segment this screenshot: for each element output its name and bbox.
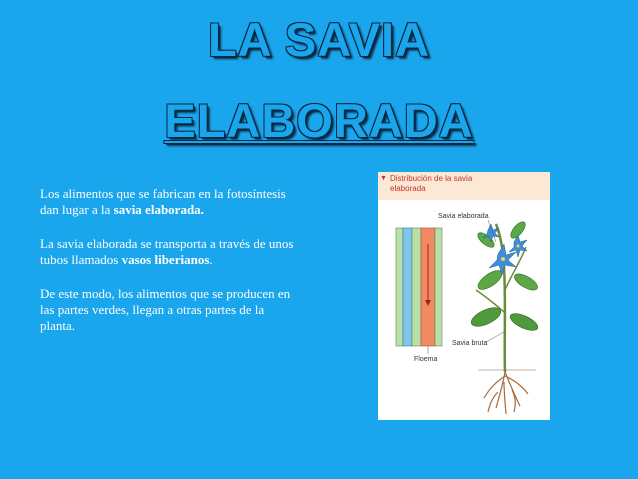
label-savia-elaborada: Savia elaborada — [438, 213, 489, 220]
paragraph-3 — [40, 286, 295, 334]
figure-heading-line-1: Distribución de la savia — [390, 174, 473, 183]
label-savia-bruta: Savia bruta — [452, 340, 488, 347]
triangle-icon: ▼ — [380, 175, 387, 182]
paragraph-1-bold: savia elaborada. — [113, 202, 204, 217]
body-text — [40, 186, 295, 352]
paragraph-2-end: . — [209, 252, 213, 267]
figure-heading-line-2: elaborada — [390, 184, 426, 193]
slide-title — [0, 0, 638, 162]
paragraph-1-text: Los alimentos que se fabrican en la fotosíntesis dan lugar a la — [40, 186, 286, 217]
label-floema: Floema — [414, 356, 438, 363]
paragraph-2 — [40, 236, 295, 268]
title-line-1: LA SAVIA — [207, 13, 431, 66]
paragraph-1 — [40, 186, 295, 218]
paragraph-2-text: La savia elaborada se transporta a través de unos tubos llamados — [40, 236, 294, 267]
title-line-2: ELABORADA — [164, 93, 474, 147]
plant-diagram — [378, 172, 550, 420]
plant-illustration — [378, 172, 550, 420]
paragraph-2-bold: vasos liberianos — [121, 252, 210, 267]
vessel-tubes — [396, 228, 442, 354]
paragraph-3-text: De este modo, los alimentos que se producen en las partes verdes, llegan a otras partes de la planta. — [40, 286, 291, 333]
